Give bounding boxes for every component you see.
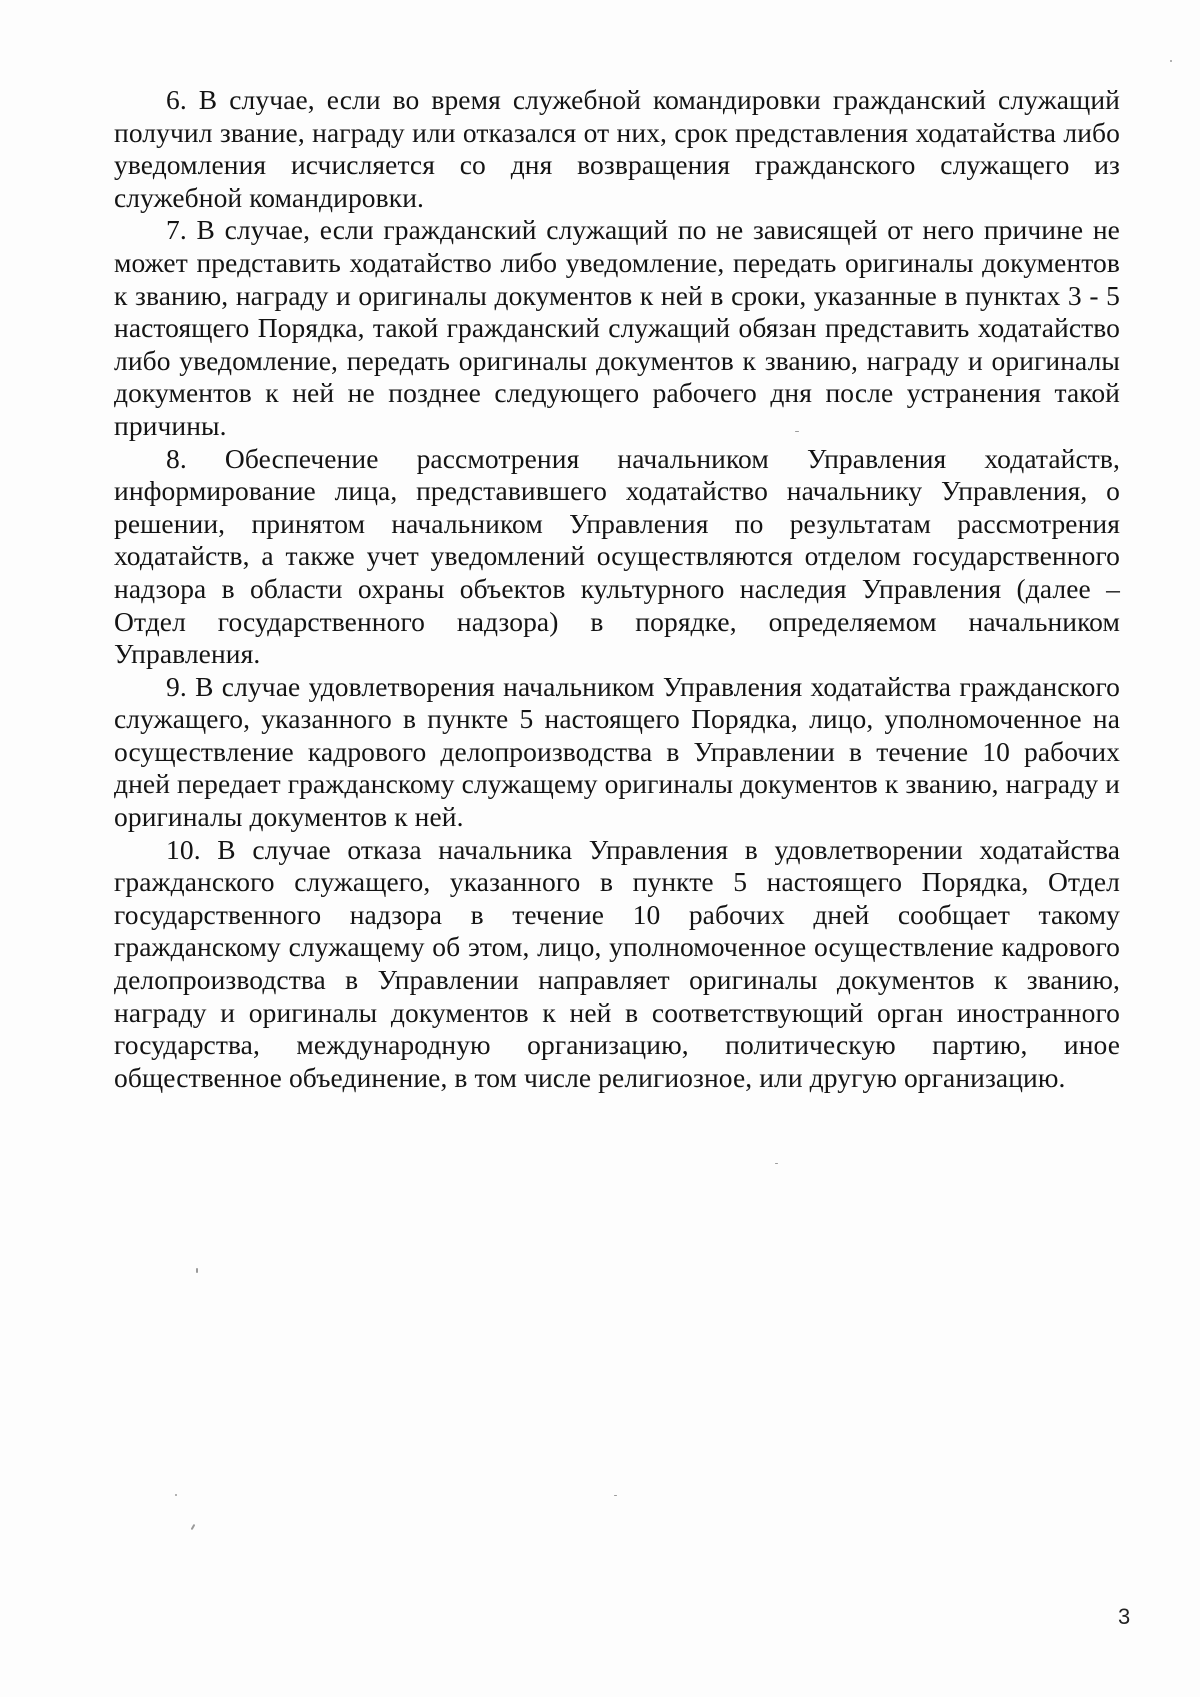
paragraph-9: 9. В случае удовлетворения начальником Управления ходатайства гражданского служащего, указанного в пункте 5 настоящего Порядка, лицо, уполномоченное на осуществление кадрового делопроизводства в Управлении в течение 10 рабочих дней передает гражданскому служащему оригиналы документов к званию, награду и оригиналы документов к ней. (114, 670, 1120, 833)
scan-speck (191, 1524, 196, 1530)
scan-speck (196, 1268, 198, 1273)
scan-speck (775, 1163, 778, 1164)
paragraph-10: 10. В случае отказа начальника Управления в удовлетворении ходатайства гражданского служащего, указанного в пункте 5 настоящего Порядка, Отдел государственного надзора в течение 10 рабочих дней сообщает такому гражданскому служащему об этом, лицо, уполномоченное осуществление кадрового делопроизводства в Управлении направляет оригиналы документов к званию, награду и оригиналы документов к ней в соответствующий орган иностранного государства, международную организацию, политическую партию, иное общественное объединение, в том числе религиозное, или другую организацию. (114, 833, 1120, 1093)
scan-speck (175, 1494, 177, 1496)
paragraph-6: 6. В случае, если во время служебной командировки гражданский служащий получил звание, награду или отказался от них, срок представления ходатайства либо уведомления исчисляется со дня возвращения гражданского служащего из служебной командировки. (114, 84, 1120, 213)
paragraph-7: 7. В случае, если гражданский служащий по не зависящей от него причине не может представить ходатайство либо уведомление, передать оригиналы документов к званию, награду и оригиналы документов к ней в сроки, указанные в пунктах 3 - 5 настоящего Порядка, такой гражданский служащий обязан представить ходатайство либо уведомление, передать оригиналы документов к званию, награду и оригиналы документов к ней не позднее следующего рабочего дня после устранения такой причины. (114, 214, 1120, 441)
page-number: 3 (1118, 1604, 1131, 1629)
scan-speck (1170, 60, 1172, 62)
document-body (114, 84, 1120, 1094)
scan-speck (795, 431, 799, 432)
paragraph-8: 8. Обеспечение рассмотрения начальником Управления ходатайств, информирование лица, представившего ходатайство начальнику Управления, о решении, принятом начальником Управления по результатам рассмотрения ходатайств, а также учет уведомлений осуществляются отделом государственного надзора в области охраны объектов культурного наследия Управления (далее – Отдел государственного надзора) в порядке, определяемом начальником Управления. (114, 442, 1120, 670)
scan-speck (614, 1495, 617, 1496)
